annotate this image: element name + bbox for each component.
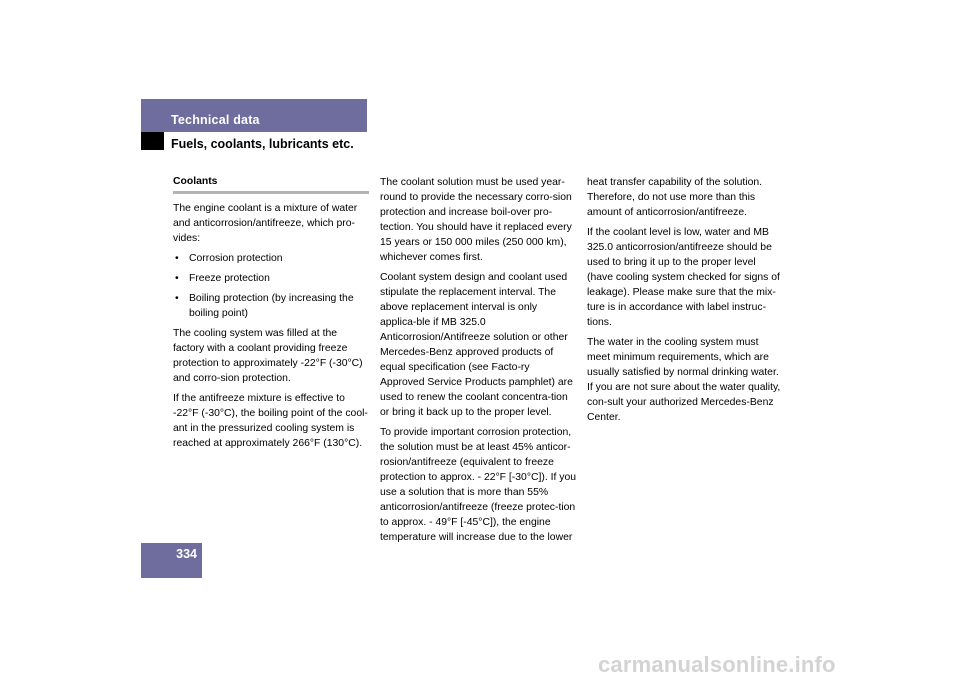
column-2: [380, 175, 576, 550]
paragraph: If the antifreeze mixture is effective to -22°F (-30°C), the boiling point of the cool-ant in the pressurized cooling system is reached at approximately 266°F (130°C).: [173, 393, 368, 449]
bullet-item: • Freeze protection: [173, 271, 369, 286]
bullet-list: [173, 251, 369, 321]
paragraph: To provide important corrosion protection, the solution must be at least 45% anticor-rosion/antifreeze (equivalent to freeze protection to approx. - 22°F [-30°C]). If you use a solution that is more than 55% anticorrosion/antifreeze (freeze protec-tion to approx. - 49°F [-45°C]), the engine temperature will increase due to the lower: [380, 427, 577, 543]
bullet-item: • Boiling protection (by increasing the boiling point): [173, 291, 369, 321]
paragraph: heat transfer capability of the solution. Therefore, do not use more than this amount of anticorrosion/antifreeze.: [587, 177, 763, 218]
paragraph: The water in the cooling system must meet minimum requirements, which are usually satisfied by normal drinking water. If you are not sure about the water quality, con-sult your authorized Mercedes-Benz Center.: [587, 337, 781, 423]
page-number: 334: [176, 547, 197, 561]
column-3: [587, 175, 783, 430]
paragraph: If the coolant level is low, water and MB 325.0 anticorrosion/antifreeze should be used to bring it up to the proper level (have cooling system checked for signs of leakage). Please make sure that the mix-ture is in accordance with label instruc-tions.: [587, 227, 780, 328]
watermark-text: carmanualsonline.info: [598, 652, 836, 677]
bullet-item: • Corrosion protection: [173, 251, 369, 266]
paragraph: The cooling system was filled at the factory with a coolant providing freeze protection to approximately -22°F (-30°C) and corro-sion protection.: [173, 328, 363, 384]
header-title: Technical data: [171, 113, 260, 127]
paragraph: Coolant system design and coolant used stipulate the replacement interval. The above replacement interval is only applica-ble if MB 325.0 Anticorrosion/Antifreeze solution or other Mercedes-Benz approved products of equal specification (see Facto-ry Approved Service Products pamphlet) are used to renew the coolant concentra-tion or bring it back up to the proper level.: [380, 272, 573, 418]
header-marker: [141, 132, 164, 150]
header-subtitle: Fuels, coolants, lubricants etc.: [171, 137, 354, 151]
section-heading: Coolants: [173, 175, 369, 194]
paragraph: The coolant solution must be used year-round to provide the necessary corro-sion protection and increase boil-over pro-tection. You should have it replaced every 15 years or 150 000 miles (250 000 km), whichever comes first.: [380, 177, 572, 263]
column-1: [173, 175, 369, 456]
paragraph: The engine coolant is a mixture of water and anticorrosion/antifreeze, which pro-vides:: [173, 203, 358, 244]
